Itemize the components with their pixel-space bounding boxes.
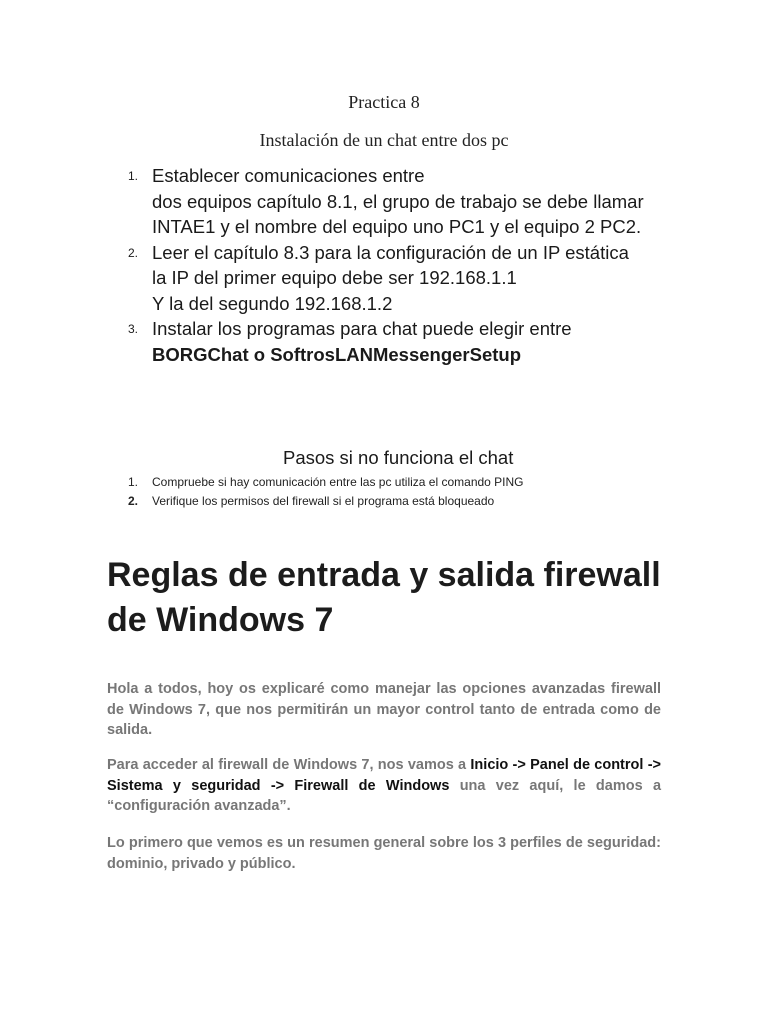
item-number: 1. — [128, 475, 139, 489]
step-text: Leer el capítulo 8.3 para la configuración de un IP estática la IP del primer equipo debe ser 192.168.1.1 — [152, 241, 629, 288]
step-number: 1. — [128, 169, 139, 183]
chat-programs: BORGChat o SoftrosLANMessengerSetup — [152, 343, 522, 365]
access-intro: Para acceder al firewall de Windows 7, nos vamos a — [107, 757, 471, 773]
setup-step-3 — [128, 316, 648, 367]
item-text: Verifique los permisos del firewall si el programa está bloqueado — [152, 494, 495, 508]
troubleshooting-list — [128, 473, 648, 511]
step-number: 2. — [128, 245, 139, 260]
troubleshooting-item-2 — [128, 492, 648, 511]
step-number: 3. — [128, 322, 139, 336]
menu-path: Inicio -> Panel de control -> Sistema y seguridad -> Firewall de Windows — [107, 757, 661, 794]
troubleshooting-heading: Pasos si no funciona el chat — [283, 447, 514, 468]
item-text: Compruebe si hay comunicación entre las pc utiliza el comando PING — [152, 475, 524, 489]
intro-paragraph: Hola a todos, hoy os explicaré como manejar las opciones avanzadas firewall de Windows 7, que nos permitirán un mayor control tanto de entrada como de salida. — [107, 681, 661, 738]
step-text: Establecer comunicaciones entre — [152, 165, 425, 186]
article-heading: Reglas de entrada y salida firewall de Windows 7 — [107, 556, 661, 639]
step-text: Instalar los programas para chat puede elegir entre — [152, 318, 572, 339]
profiles-paragraph: Lo primero que vemos es un resumen general sobre los 3 perfiles de seguridad: dominio, privado y público. — [107, 835, 661, 872]
setup-step-2 — [128, 240, 648, 317]
setup-steps-list — [128, 163, 648, 367]
item-number: 2. — [128, 494, 139, 508]
practice-title: Practica 8 — [348, 92, 420, 112]
step-text-continued: Y la del segundo 192.168.1.2 — [152, 292, 393, 314]
practice-subtitle: Instalación de un chat entre dos pc — [259, 130, 509, 150]
step-text-continued: dos equipos capítulo 8.1, el grupo de trabajo se debe llamar INTAE1 y el nombre del equipo uno PC1 y el equipo 2 PC2. — [152, 190, 644, 237]
setup-step-1 — [128, 163, 648, 240]
access-paragraph — [107, 755, 661, 817]
troubleshooting-item-1 — [128, 473, 648, 492]
access-outro: una vez aquí, le damos a “configuración avanzada”. — [107, 777, 662, 814]
